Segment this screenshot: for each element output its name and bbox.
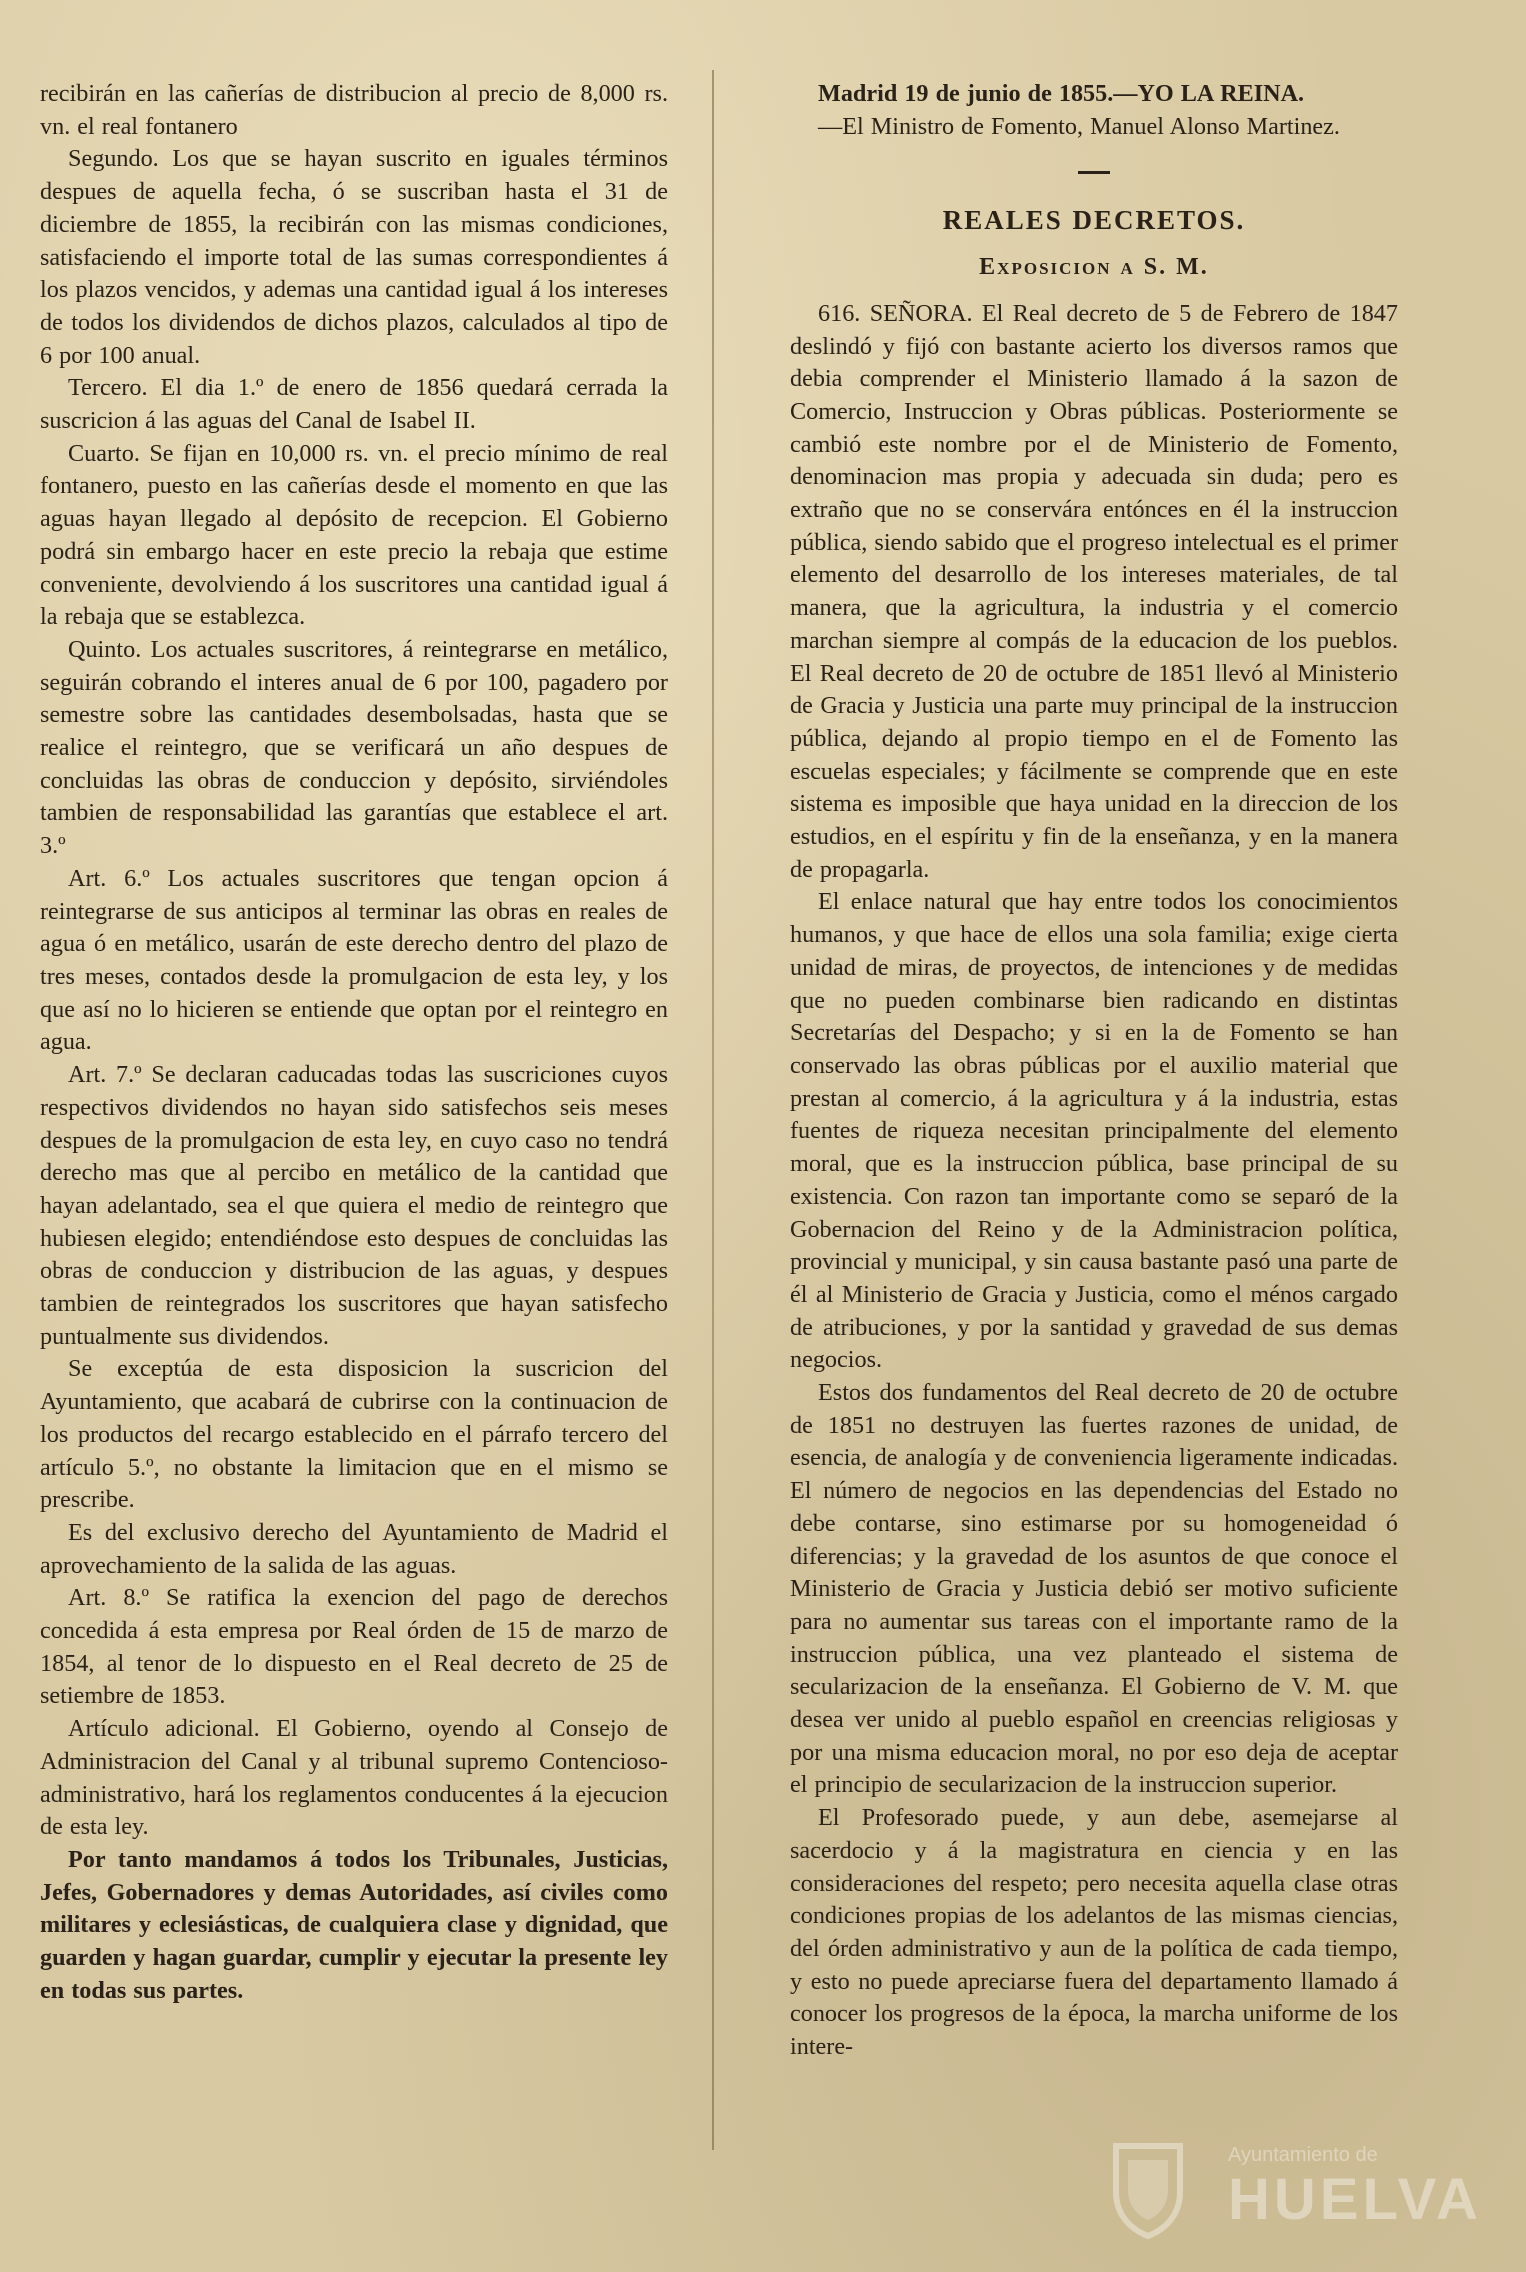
paragraph-enlace: El enlace natural que hay entre todos los conocimientos humanos, y que hace de ellos una sola familia; exige cierta unidad de miras, de proyectos, de intenciones y de medidas que no pueden combinarse bien radicando en distintas Secretarías del Despacho; y si en la de Fomento se han conservado las obras públicas por el auxilio material que prestan al comercio, á la agricultura y á la industria, estas fuentes de riqueza necesitan principalmente del elemento moral, que es la instruccion pública, base principal de su existencia. Con razon tan importante como se separó de la Gobernacion del Reino y de la Administracion política, provincial y municipal, y sin causa bastante pasó una parte de él al Ministerio de Gracia y Justicia, como el ménos cargado de atribuciones, y por la santidad y gravedad de sus demas negocios. bbox=[790, 888, 1398, 1374]
watermark-big-text: HUELVA bbox=[1228, 2167, 1482, 2232]
column-divider bbox=[712, 70, 714, 2150]
right-column bbox=[790, 78, 1398, 2064]
paragraph-senora: 616. SEÑORA. El Real decreto de 5 de Febrero de 1847 deslindó y fijó con bastante acierto los diversos ramos que debia comprender el Ministerio llamado á la sazon de Comercio, Instruccion y Obras públicas. Posteriormente se cambió este nombre por el de Ministerio de Fomento, denominacion mas propia y adecuada sin duda; pero es extraño que no se conservára entónces en él la instruccion pública, siendo sabido que el progreso intelectual es el primer elemento del desarrollo de los intereses materiales, de tal manera, que la agricultura, la industria y el comercio marchan siempre al compás de la educacion de los pueblos. El Real decreto de 20 de octubre de 1851 llevó al Ministerio de Gracia y Justicia una parte muy principal de la instruccion pública, dejando al propio tiempo en el de Fomento las escuelas especiales; y fácilmente se comprende que en este sistema es imposible que haya unidad en la direccion de los estudios, en el espíritu y fin de la enseñanza, y en la manera de propagarla. bbox=[790, 299, 1398, 883]
watermark-small-text: Ayuntamiento de bbox=[1228, 2144, 1378, 2166]
paragraph-cuarto: Cuarto. Se fijan en 10,000 rs. vn. el precio mínimo de real fontanero, puesto en las cañerías desde el momento en que las aguas hayan llegado al depósito de recepcion. El Gobierno podrá sin embargo hacer en este precio la rebaja que estime conveniente, devolviendo á los suscritores una cantidad igual á la rebaja que se establezca. bbox=[40, 439, 668, 631]
paragraph-profesorado: El Profesorado puede, y aun debe, asemejarse al sacerdocio y á la magistratura en ciencia y en las consideraciones del respeto; pero necesita aquella clase otras condiciones propias de los adelantos de las mismas ciencias, del órden administrativo y aun de la política de cada tiempo, y esto no puede apreciarse fuera del departamento llamado á conocer los progresos de la época, la marcha uniforme de los intere- bbox=[790, 1804, 1398, 2061]
paragraph-art-8: Art. 8.º Se ratifica la exencion del pago de derechos concedida á esta empresa por Real órden de 15 de marzo de 1854, al tenor de lo dispuesto en el Real decreto de 25 de setiembre de 1853. bbox=[40, 1584, 668, 1710]
paragraph-quinto: Quinto. Los actuales suscritores, á reintegrarse en metálico, seguirán cobrando el interes anual de 6 por 100, pagadero por semestre sobre las cantidades desembolsadas, hasta que se realice el reintegro, que se verificará un año despues de concluidas las obras de conduccion y depósito, sirviéndoles tambien de responsabilidad las garantías que establece el art. 3.º bbox=[40, 635, 668, 860]
paragraph-art-6: Art. 6.º Los actuales suscritores que tengan opcion á reintegrarse de sus anticipos al terminar las obras en reales de agua ó en metálico, usarán de este derecho dentro del plazo de tres meses, contados desde la promulgacion de esta ley, y los que así no lo hicieren se entiende que optan por el reintegro en agua. bbox=[40, 864, 668, 1056]
paragraph-segundo: Segundo. Los que se hayan suscrito en iguales términos despues de aquella fecha, ó se suscriban hasta el 31 de diciembre de 1855, la recibirán con las mismas condiciones, satisfaciendo el importe total de las sumas correspondientes á los plazos vencidos, y ademas una cantidad igual á los intereses de todos los dividendos de dichos plazos, calculados al tipo de 6 por 100 anual. bbox=[40, 145, 668, 369]
signature-line: Madrid 19 de junio de 1855.—YO LA REINA. bbox=[818, 80, 1305, 107]
minister-line: —El Ministro de Fomento, Manuel Alonso Martinez. bbox=[818, 112, 1340, 140]
paragraph-articulo-adicional: Artículo adicional. El Gobierno, oyendo al Consejo de Administracion del Canal y al tribunal supremo Contencioso-administrativo, hará los reglamentos conducentes á la ejecucion de esta ley. bbox=[40, 1715, 668, 1841]
paragraph-art-7: Art. 7.º Se declaran caducadas todas las suscriciones cuyos respectivos dividendos no hayan sido satisfechos seis meses despues de la promulgacion de esta ley, en cuyo caso no tendrá derecho mas que al percibo en metálico de la cantidad que hayan adelantado, sea el que quiera el medio de reintegro que hubiesen elegido; entendiéndose esto despues de concluidas las obras de conduccion y distribucion de las aguas, y despues tambien de reintegrados los suscritores que hayan satisfecho puntualmente sus dividendos. bbox=[40, 1061, 668, 1350]
archive-watermark bbox=[1108, 2130, 1482, 2250]
paragraph-exclusive-right: Es del exclusivo derecho del Ayuntamiento de Madrid el aprovechamiento de la salida de las aguas. bbox=[40, 1518, 668, 1579]
municipal-shield-icon bbox=[1108, 2140, 1188, 2240]
left-column bbox=[40, 78, 668, 2007]
paragraph-exception: Se exceptúa de esta disposicion la suscricion del Ayuntamiento, que acabará de cubrirse con la continuacion de los productos del recargo establecido en el párrafo tercero del artículo 5.º, no obstante la limitacion que en el mismo se prescribe. bbox=[40, 1355, 668, 1514]
paragraph-continuation: recibirán en las cañerías de distribucion al precio de 8,000 rs. vn. el real fontanero bbox=[40, 80, 668, 140]
paragraph-tercero: Tercero. El dia 1.º de enero de 1856 quedará cerrada la suscricion á las aguas del Canal de Isabel II. bbox=[40, 374, 668, 435]
paragraph-por-tanto: Por tanto mandamos á todos los Tribunales, Justicias, Jefes, Gobernadores y demas Autoridades, así civiles como militares y eclesiásticas, de cualquiera clase y dignidad, que guarden y hagan guardar, cumplir y ejecutar la presente ley en todas sus partes. bbox=[40, 1845, 668, 2004]
section-title: REALES DECRETOS. bbox=[942, 205, 1246, 236]
paragraph-fundamentos: Estos dos fundamentos del Real decreto de 20 de octubre de 1851 no destruyen las fuertes razones de unidad, de esencia, de analogía y de conveniencia ligeramente indicadas. El número de negocios en las dependencias del Estado no debe contarse, sino estimarse por su homogeneidad ó diferencias; y la gravedad de los asuntos de que conoce el Ministerio de Gracia y Justicia debió ser motivo suficiente para no aumentar sus tareas con el importante ramo de la instruccion pública, una vez planteado el sistema de secularizacion de la enseñanza. El Gobierno de V. M. que desea ver unido al pueblo español en creencias religiosas y por una misma educacion moral, no por eso deja de aceptar el principio de secularizacion de la instruccion superior. bbox=[790, 1379, 1398, 1799]
section-subtitle: Exposicion a S. M. bbox=[979, 254, 1209, 281]
section-divider bbox=[1078, 171, 1110, 174]
